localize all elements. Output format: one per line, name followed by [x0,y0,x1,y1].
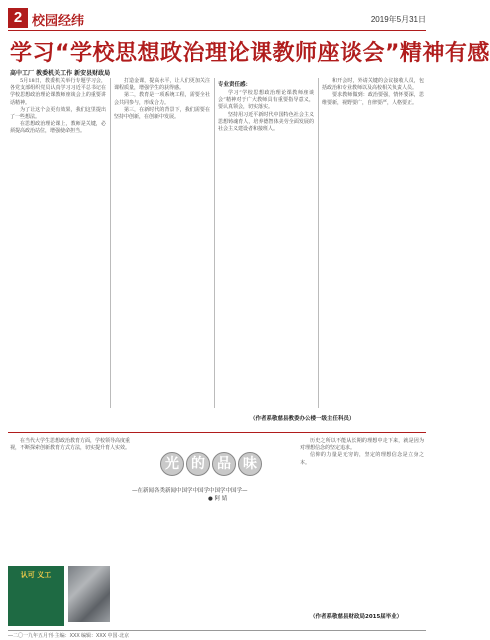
paragraph: 打造金课，提高水平，让人们更加关注课程质量，增强学生的获得感。 [114,78,210,92]
article-column-3 [218,78,314,408]
author-note: （作者系敬慈县财政局2015届毕业） [310,614,403,620]
section-rule [8,432,426,433]
page-header [8,8,426,28]
issue-date: 2019年5月31日 [370,15,426,24]
subheading: 专业责任感： [218,82,252,88]
article-column-1 [10,78,106,408]
ad-title: 认可 义工 [20,571,52,579]
paragraph: 和开会时，外请关键的会议接收人员，包括政治和专业教师以及高校相关负责人员。 [322,78,424,92]
page-footer: —二〇一九年五月刊·主编：XXX 编辑：XXX 中国·北京 [8,630,426,639]
paragraph: 第二，教育是一项系统工程，需要全社会共同参与，形成合力。 [114,92,210,106]
photo [68,566,110,622]
banner-subtitle: —在新闻各类新闻中国学中国学中国学中国学— [132,488,248,494]
article-column-2 [114,78,210,408]
paragraph: 5月18日，教委机关举行专题学习会，各党支部组织党员认真学习习近平总书记在学校思想政治理论课教师座谈会上的重要讲话精神。 [10,78,106,106]
banner-char: 味 [238,452,262,476]
section-title: 校园经纬 [32,14,85,29]
paragraph: 历史之所以不能从长期的理想中走下来，就是因为对理想信念的坚定追求。 [300,438,424,452]
paragraph: 第三，在新时代的背景下，我们需要在坚持中创新，在创新中发展。 [114,106,210,121]
lower-column-1 [10,438,130,558]
page-number: 2 [8,8,28,28]
ad-box [8,566,64,626]
column-divider [318,78,319,408]
banner-char: 的 [186,452,210,476]
paragraph: 坚持用习近平新时代中国特色社会主义思想铸魂育人，培养德智体美劳全面发展的社会主义建设者和接班人。 [218,111,314,133]
lower-column-3 [300,438,424,588]
banner-char: 品 [212,452,236,476]
article-headline: 学习“学校思想政治理论课教师座谈会”精神有感 [10,41,490,66]
column-divider [214,78,215,408]
feature-banner [160,452,286,482]
paragraph: 信仰的力量是无穷的，坚定的理想信念是立身之本。 [300,452,424,466]
byline: 高中工厂 教委机关工作 新安县财政局 [10,70,111,77]
author-note: （作者系敬慈县教委办公楼一级主任科员） [250,416,355,422]
banner-char: 光 [160,452,184,476]
paragraph: 要求教师做到：政治要强，情怀要深，思维要新，视野要广，自律要严，人格要正。 [322,92,424,106]
paragraph: 为了让这个会更有效果，我们这里提出了一些想法。 [10,106,106,121]
header-rule [8,30,426,31]
column-divider [110,78,111,408]
paragraph: 学习“学校思想政治理论课教师座谈会”精神对于广大教师具有重要指导意义，要认真领会，切实落实。 [218,90,314,111]
paragraph: 在思想政治理论课上，教师是关键，必须提高政治站位，增强使命担当。 [10,121,106,135]
banner-author: ● 阿 婧 [208,496,228,502]
paragraph: 在当代大学生思想政治教育方面，学校领导高度重视，不断探索创新教育方式方法，切实提升育人实效。 [10,438,131,452]
article-column-4 [322,78,424,398]
